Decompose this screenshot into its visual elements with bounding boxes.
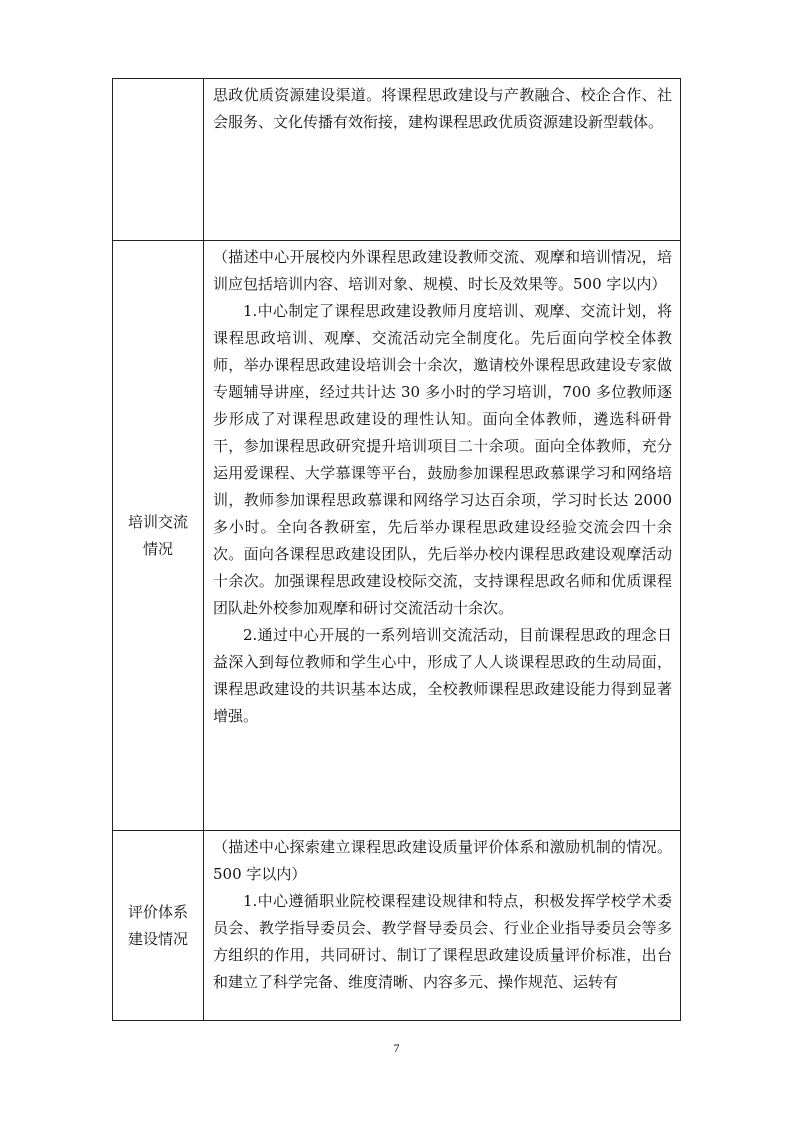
table-row	[113, 79, 681, 241]
content-paragraph: 2.通过中心开展的一系列培训交流活动，目前课程思政的理念日益深入到每位教师和学生心中，形成了人人谈课程思政的生动局面，课程思政建设的共识基本达成，全校教师课程思政建设能力得到显著增强。	[213, 626, 672, 725]
application-form-table	[112, 78, 681, 1021]
row-label-line: 建设情况	[127, 929, 188, 948]
table-row	[113, 241, 681, 831]
content-paragraph: 1.中心遵循职业院校课程建设规律和特点，积极发挥学校学术委员会、教学指导委员会、教学督导委员会、行业企业指导委员会等多方组织的作用，共同研讨、制订了课程思政建设质量评价标准，出台和建立了科学完备、维度清晰、内容多元、操作规范、运转有	[213, 892, 672, 991]
instruction-note: （描述中心探索建立课程思政建设质量评价体系和激励机制的情况。500 字以内）	[213, 838, 672, 883]
row-label-line: 评价体系	[127, 902, 188, 921]
row-label-empty	[113, 79, 204, 241]
row-content	[204, 241, 681, 831]
content-paragraph: 思政优质资源建设渠道。将课程思政建设与产教融合、校企合作、社会服务、文化传播有效衔接，建构课程思政优质资源建设新型载体。	[213, 86, 672, 131]
row-label-training	[113, 241, 204, 831]
content-paragraph: 1.中心制定了课程思政建设教师月度培训、观摩、交流计划，将课程思政培训、观摩、交流活动完全制度化。先后面向学校全体教师，举办课程思政建设培训会十余次，邀请校外课程思政建设专家做专题辅导讲座，经过共计达 30 多小时的学习培训，700 多位教师逐步形成了对课程思政建设的理性认知。面向全体教师，遴选科研骨干，参加课程思政研究提升培训项目二十余项。面向全体教师，充分运用爱课程、大学慕课等平台，鼓励参加课程思政慕课学习和网络培训，教师参加课程思政慕课和网络学习达百余项，学习时长达 2000 多小时。全向各教研室，先后举办课程思政建设经验交流会四十余次。面向各课程思政建设团队，先后举办校内课程思政建设观摩活动十余次。加强课程思政建设校际交流，支持课程思政名师和优质课程团队赴外校参加观摩和研讨交流活动十余次。	[213, 302, 672, 617]
row-label-evaluation	[113, 831, 204, 1021]
instruction-note: （描述中心开展校内外课程思政建设教师交流、观摩和培训情况，培训应包括培训内容、培训对象、规模、时长及效果等。500 字以内）	[213, 248, 672, 293]
row-label-line: 情况	[142, 539, 173, 558]
row-content	[204, 79, 681, 241]
table-row	[113, 831, 681, 1021]
page-number: 7	[393, 1041, 400, 1055]
row-label-line: 培训交流	[127, 512, 188, 531]
row-content	[204, 831, 681, 1021]
